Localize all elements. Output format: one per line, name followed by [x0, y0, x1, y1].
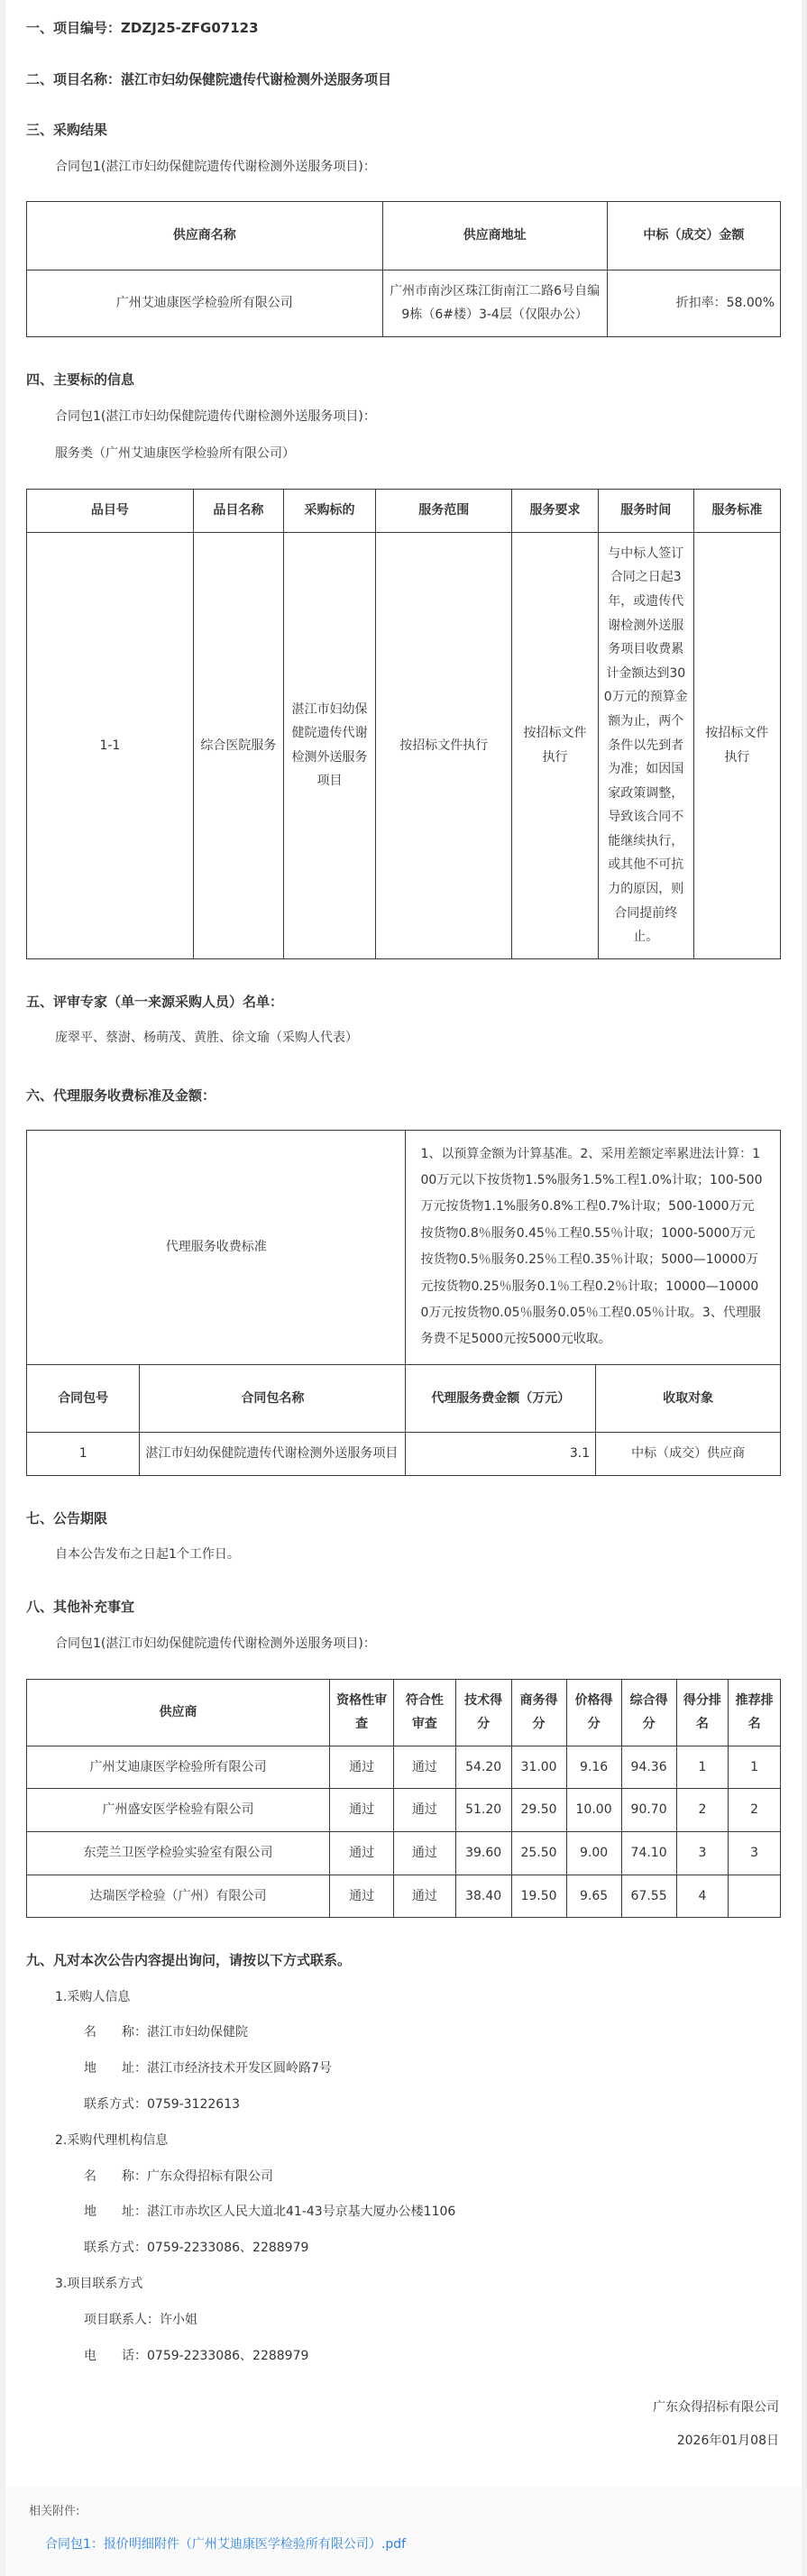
table-header-row — [27, 1679, 781, 1746]
section-procurement-result-heading: 三、采购结果 — [26, 122, 108, 138]
section-project-number-heading: 一、项目编号：ZDZJ25-ZFG07123 — [26, 20, 259, 36]
cell-price: 10.00 — [566, 1789, 621, 1832]
table-row — [27, 1831, 781, 1875]
cell-supplier-address: 广州市南沙区珠江街南江二路6号自编9栋（6#楼）3-4层（仅限办公） — [382, 270, 607, 336]
header-item-no: 品目号 — [27, 490, 194, 533]
cell-service-standard: 按招标文件执行 — [693, 532, 780, 958]
supplementary-package-line: 合同包1(湛江市妇幼保健院遗传代谢检测外送服务项目)： — [55, 1636, 376, 1651]
cell-supplier: 广州艾迪康医学检验所有限公司 — [27, 1746, 330, 1789]
header-item-name: 品目名称 — [193, 490, 283, 533]
header-package-name: 合同包名称 — [140, 1364, 406, 1433]
agency-info — [26, 2131, 781, 2260]
table-row — [27, 532, 781, 958]
header-business-score: 商务得分 — [511, 1679, 566, 1746]
table-header-row — [27, 1364, 781, 1433]
signature-company: 广东众得招标有限公司 — [653, 2400, 779, 2416]
header-total-score: 综合得分 — [621, 1679, 676, 1746]
header-supplier-name: 供应商名称 — [27, 202, 383, 270]
project-contact-title: 3.项目联系方式 — [55, 2277, 143, 2291]
cell-price: 9.16 — [566, 1746, 621, 1789]
fee-standard-row — [27, 1130, 781, 1364]
cell-score-rank: 1 — [676, 1746, 729, 1789]
table-header-row — [27, 490, 781, 533]
purchaser-contact: 联系方式：0759-3122613 — [84, 2097, 241, 2113]
cell-business: 25.50 — [511, 1831, 566, 1875]
cell-technical: 38.40 — [455, 1875, 511, 1918]
section-contact-heading: 九、凡对本次公告内容提出询问，请按以下方式联系。 — [26, 1952, 352, 1969]
header-score-rank: 得分排名 — [676, 1679, 729, 1746]
cell-fee-standard-text: 1、以预算金额为计算基准。2、采用差额定率累进法计算：100万元以下按货物1.5%服务1.5%工程1.0%计取；100-500万元按货物1.1%服务0.8%工程0.7%计取；500-1000万元按货物0.8％服务0.45％工程0.55％计取；1000-5000万元按货物0.5％服务0.25％工程0.35％计取；5000—10000万元按货物0.25％服务0.1％工程0.2％计取；10000—100000万元按货物0.05％服务0.05％工程0.05％计取。3、代理服务费不足5000元按5000元收取。 — [406, 1130, 781, 1364]
cell-technical: 51.20 — [455, 1789, 511, 1832]
cell-recommend-rank: 3 — [729, 1831, 781, 1875]
cell-technical: 39.60 — [455, 1831, 511, 1875]
experts-names: 庞翠平、蔡澍、杨萌茂、黄胜、徐文瑜（采购人代表） — [55, 1031, 358, 1046]
header-fee-payer: 收取对象 — [596, 1364, 781, 1433]
cell-supplier: 达瑞医学检验（广州）有限公司 — [27, 1875, 330, 1918]
cell-service-scope: 按招标文件执行 — [376, 532, 512, 958]
header-fee-amount: 代理服务费金额（万元） — [406, 1364, 596, 1433]
cell-service-requirement: 按招标文件执行 — [512, 532, 598, 958]
subject-info-category-line: 服务类（广州艾迪康医学检验所有限公司） — [55, 446, 295, 462]
project-contact-phone: 电 话：0759-2233086、2288979 — [84, 2348, 309, 2363]
header-technical-score: 技术得分 — [455, 1679, 511, 1746]
purchaser-info — [26, 1987, 781, 2116]
cell-technical: 54.20 — [455, 1746, 511, 1789]
cell-package-no: 1 — [27, 1433, 140, 1476]
signature-date: 2026年01月08日 — [676, 2433, 779, 2448]
cell-total: 74.10 — [621, 1831, 676, 1875]
signature-block — [26, 2397, 781, 2451]
header-service-scope: 服务范围 — [376, 490, 512, 533]
cell-procurement-subject: 湛江市妇幼保健院遗传代谢检测外送服务项目 — [284, 532, 376, 958]
agency-contact: 联系方式：0759-2233086、2288979 — [84, 2241, 309, 2256]
cell-conformity: 通过 — [394, 1789, 456, 1832]
subject-info-package-line: 合同包1(湛江市妇幼保健院遗传代谢检测外送服务项目)： — [55, 408, 376, 424]
cell-fee-standard-label: 代理服务收费标准 — [27, 1130, 406, 1364]
section-project-name-heading: 二、项目名称：湛江市妇幼保健院遗传代谢检测外送服务项目 — [26, 70, 392, 87]
table-row — [27, 1433, 781, 1476]
header-recommend-rank: 推荐排名 — [729, 1679, 781, 1746]
header-supplier: 供应商 — [27, 1679, 330, 1746]
cell-supplier: 广州盛安医学检验有限公司 — [27, 1789, 330, 1832]
table-row — [27, 1746, 781, 1789]
cell-supplier-name: 广州艾迪康医学检验所有限公司 — [27, 270, 383, 336]
header-qualification-review: 资格性审查 — [330, 1679, 394, 1746]
cell-score-rank: 2 — [676, 1789, 729, 1832]
cell-fee-amount: 3.1 — [406, 1433, 596, 1476]
agency-title: 2.采购代理机构信息 — [55, 2132, 169, 2148]
procurement-result-package-line: 合同包1(湛江市妇幼保健院遗传代谢检测外送服务项目)： — [55, 159, 376, 174]
cell-conformity: 通过 — [394, 1875, 456, 1918]
table-row — [27, 270, 781, 336]
cell-item-no: 1-1 — [27, 532, 194, 958]
header-procurement-subject: 采购标的 — [284, 490, 376, 533]
purchaser-title: 1.采购人信息 — [55, 1989, 131, 2004]
section-experts-heading: 五、评审专家（单一来源采购人员）名单： — [26, 993, 284, 1010]
header-service-requirement: 服务要求 — [512, 490, 598, 533]
cell-price: 9.65 — [566, 1875, 621, 1918]
cell-supplier: 东莞兰卫医学检验实验室有限公司 — [27, 1831, 330, 1875]
agency-address: 地 址：湛江市赤坎区人民大道北41-43号京基大厦办公楼1106 — [84, 2205, 456, 2220]
table-row — [27, 1789, 781, 1832]
score-table — [26, 1679, 781, 1919]
cell-fee-payer: 中标（成交）供应商 — [596, 1433, 781, 1476]
attachments-label: 相关附件: — [29, 2505, 80, 2519]
agency-name: 名 称：广东众得招标有限公司 — [84, 2168, 273, 2184]
cell-recommend-rank: 2 — [729, 1789, 781, 1832]
header-price-score: 价格得分 — [566, 1679, 621, 1746]
purchaser-name: 名 称：湛江市妇幼保健院 — [84, 2025, 248, 2040]
header-package-no: 合同包号 — [27, 1364, 140, 1433]
cell-total: 90.70 — [621, 1789, 676, 1832]
cell-conformity: 通过 — [394, 1831, 456, 1875]
agency-fee-table — [26, 1130, 781, 1476]
subject-info-table — [26, 489, 781, 959]
cell-total: 94.36 — [621, 1746, 676, 1789]
announcement-page — [5, 0, 802, 2576]
cell-business: 19.50 — [511, 1875, 566, 1918]
cell-package-name: 湛江市妇幼保健院遗传代谢检测外送服务项目 — [140, 1433, 406, 1476]
attachment-pdf-link[interactable]: 合同包1：报价明细附件（广州艾迪康医学检验所有限公司）.pdf — [45, 2537, 407, 2553]
section-agency-fee-heading: 六、代理服务收费标准及金额： — [26, 1087, 216, 1105]
section-subject-info-heading: 四、主要标的信息 — [26, 371, 135, 389]
announcement-period-text: 自本公告发布之日起1个工作日。 — [55, 1547, 240, 1563]
cell-price: 9.00 — [566, 1831, 621, 1875]
header-service-time: 服务时间 — [598, 490, 693, 533]
header-conformity-review: 符合性审查 — [394, 1679, 456, 1746]
cell-award-amount: 折扣率：58.00% — [607, 270, 780, 336]
cell-business: 29.50 — [511, 1789, 566, 1832]
section-supplementary-heading: 八、其他补充事宜 — [26, 1599, 135, 1616]
cell-business: 31.00 — [511, 1746, 566, 1789]
cell-score-rank: 3 — [676, 1831, 729, 1875]
cell-total: 67.55 — [621, 1875, 676, 1918]
cell-qualification: 通过 — [330, 1746, 394, 1789]
cell-qualification: 通过 — [330, 1789, 394, 1832]
cell-qualification: 通过 — [330, 1875, 394, 1918]
purchaser-address: 地 址：湛江市经济技术开发区圆岭路7号 — [84, 2061, 332, 2076]
cell-conformity: 通过 — [394, 1746, 456, 1789]
header-award-amount: 中标（成交）金额 — [607, 202, 780, 270]
procurement-result-table — [26, 201, 781, 337]
project-contact-person: 项目联系人：许小姐 — [84, 2312, 197, 2327]
cell-qualification: 通过 — [330, 1831, 394, 1875]
table-header-row — [27, 202, 781, 270]
cell-item-name: 综合医院服务 — [193, 532, 283, 958]
attachments-section — [5, 2487, 802, 2576]
cell-recommend-rank — [729, 1875, 781, 1918]
section-announcement-period-heading: 七、公告期限 — [26, 1509, 108, 1526]
cell-score-rank: 4 — [676, 1875, 729, 1918]
announcement-content — [20, 18, 787, 2451]
cell-service-time: 与中标人签订合同之日起3年，或遗传代谢检测外送服务项目收费累计金额达到300万元的预算金额为止，两个条件以先到者为准；如因国家政策调整，导致该合同不能继续执行，或其他不可抗力的原因，则合同提前终止。 — [598, 532, 693, 958]
project-contact-info — [26, 2274, 781, 2367]
header-supplier-address: 供应商地址 — [382, 202, 607, 270]
table-row — [27, 1875, 781, 1918]
cell-recommend-rank: 1 — [729, 1746, 781, 1789]
header-service-standard: 服务标准 — [693, 490, 780, 533]
